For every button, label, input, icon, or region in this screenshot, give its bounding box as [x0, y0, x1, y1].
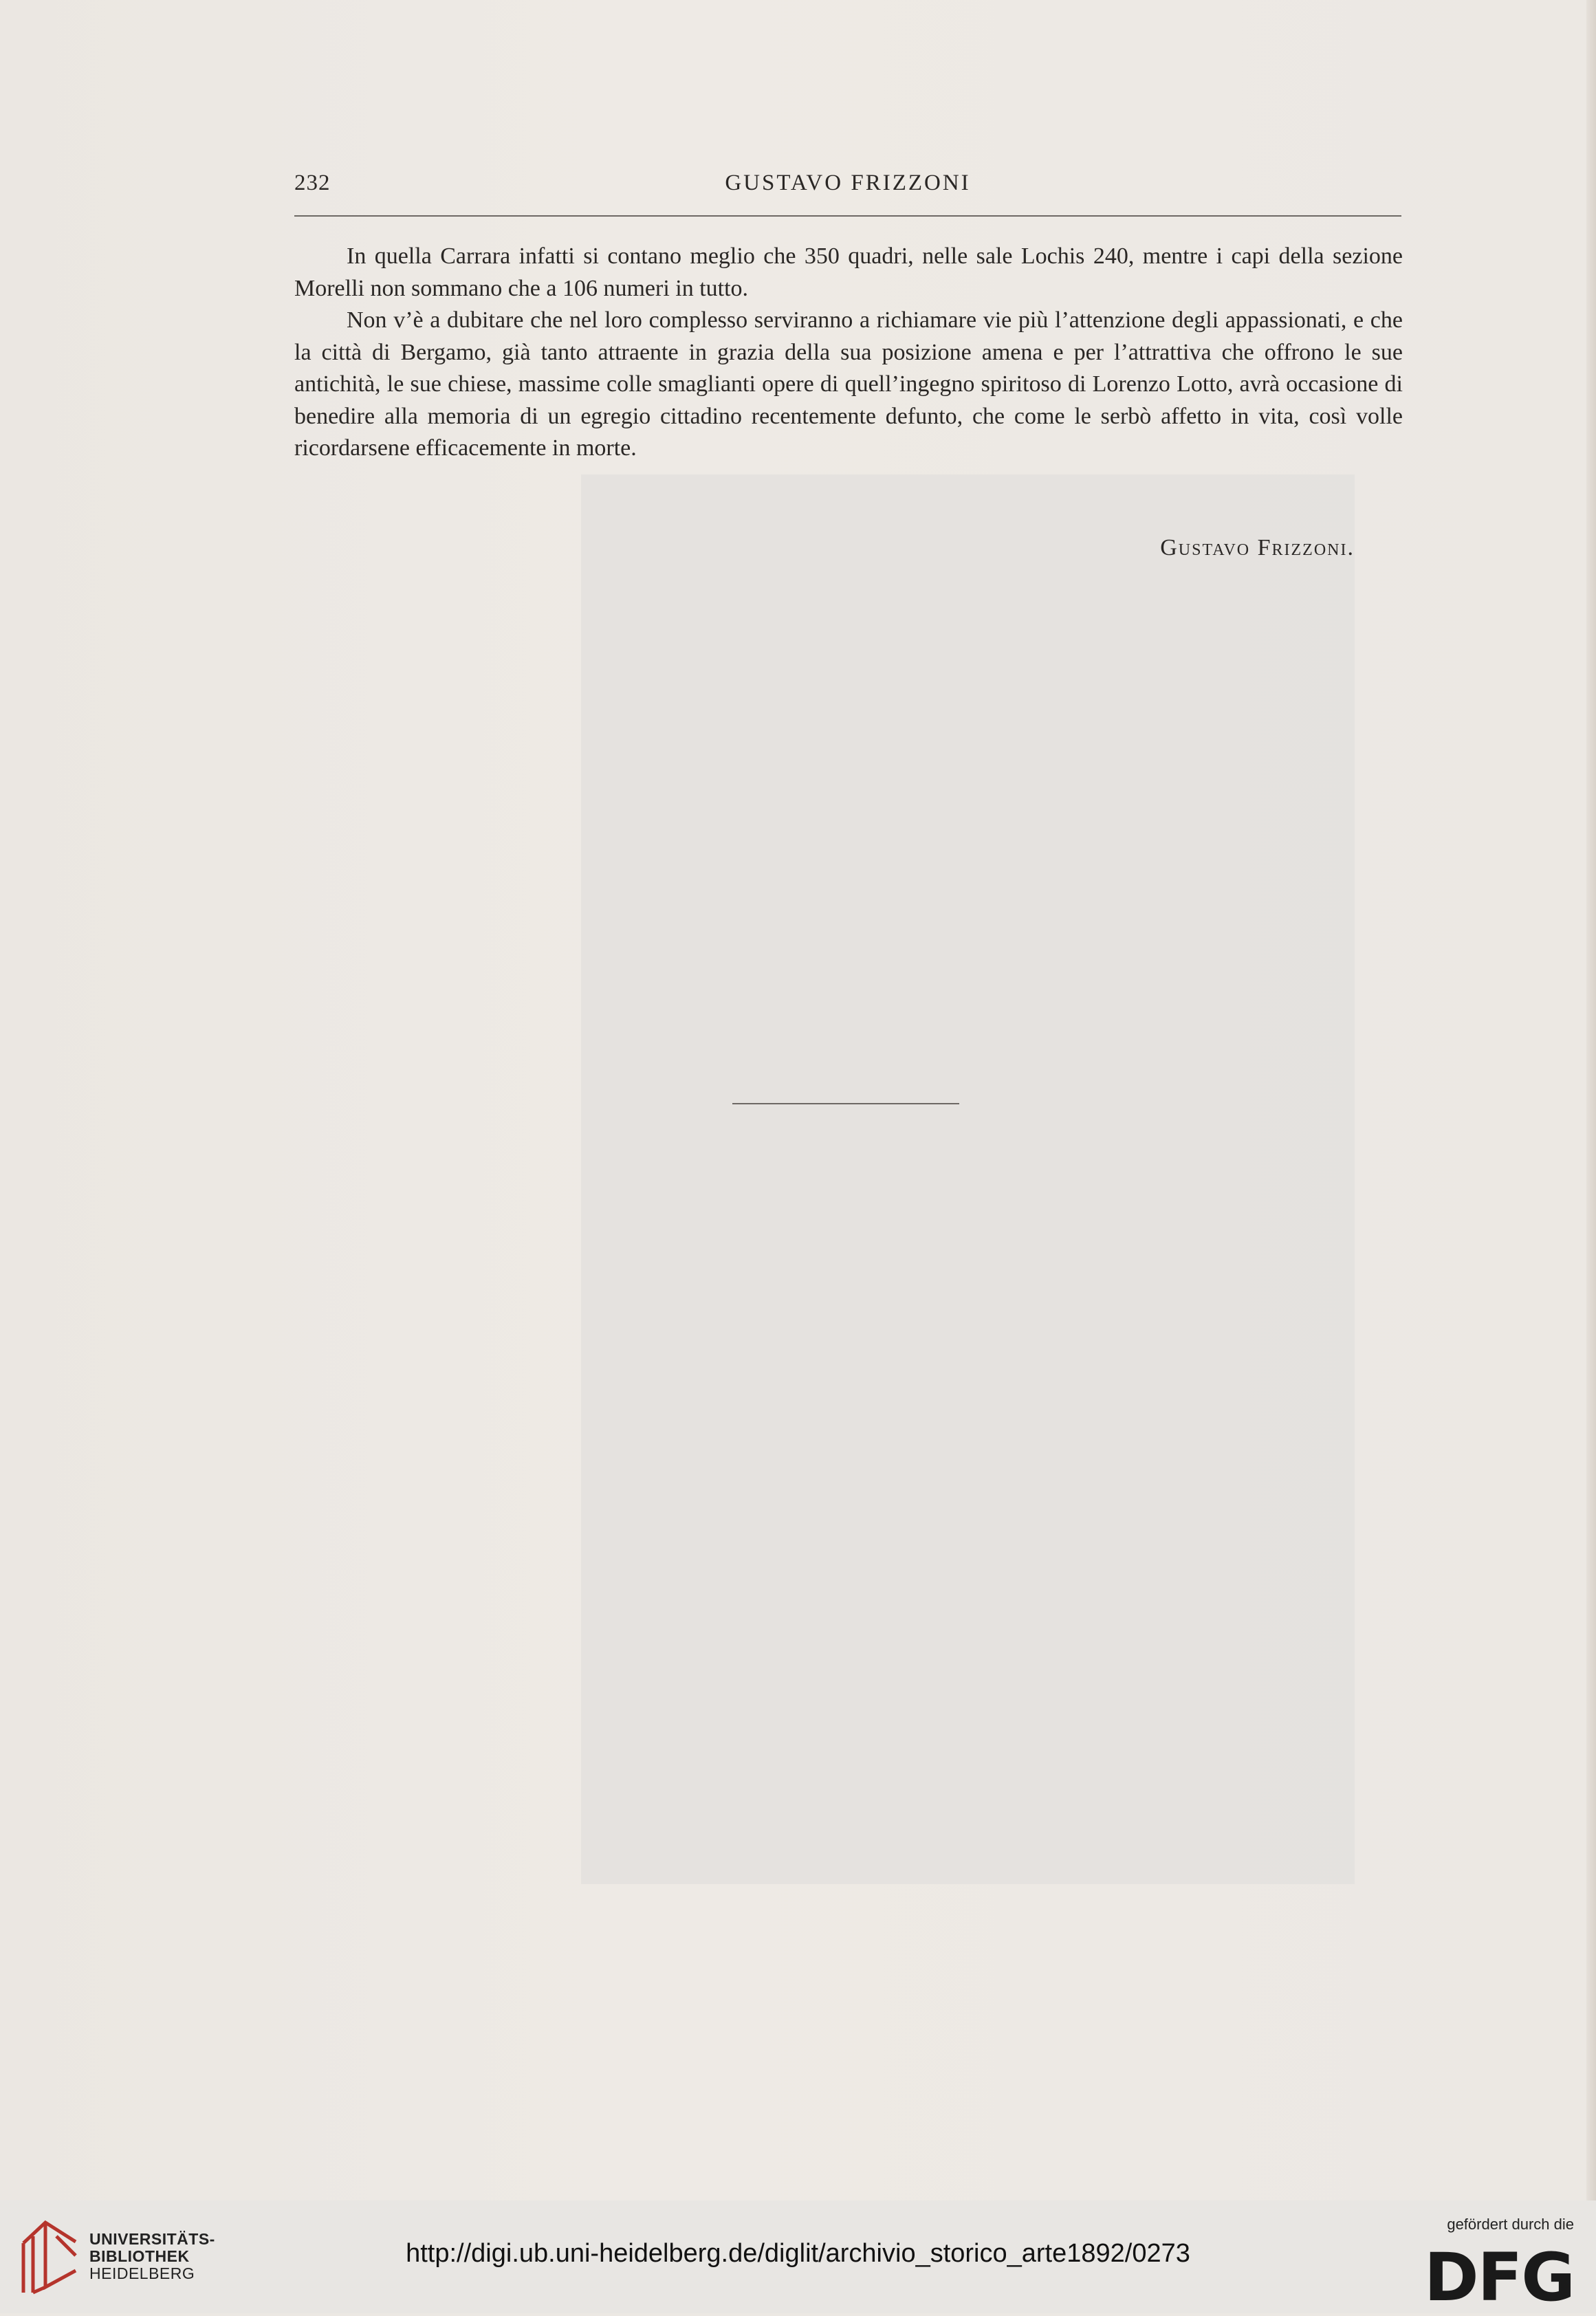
funding-label: gefördert durch die — [1447, 2216, 1574, 2233]
header-rule — [294, 215, 1401, 217]
permalink-url[interactable]: http://digi.ub.uni-heidelberg.de/diglit/archivio_storico_arte1892/0273 — [406, 2239, 1190, 2268]
page-edge-shadow — [1586, 0, 1596, 2200]
page-number: 232 — [294, 171, 331, 195]
paragraph-2: Non v’è a dubitare che nel loro complesso serviranno a richiamare vie più l’attenzione degli appassionati, e che la città di Bergamo, già tanto attraente in grazia della sua posizione amena e per l’attrattiva che offrono le sue antichità, le sue chiese, massime colle smaglianti opere di quell’ingegno spiritoso di Lorenzo Lotto, avrà occasione di benedire alla memoria di un egregio cittadino recentemente defunto, che come le serbò affetto in vita, così volle ricordarsene efficacemente in morte. — [294, 307, 1403, 461]
body-text — [294, 241, 1403, 465]
footer-bar — [0, 2200, 1596, 2316]
running-head-title: GUSTAVO FRIZZONI — [725, 171, 971, 195]
library-name-line-2: BIBLIOTHEK — [89, 2247, 190, 2265]
library-name-line-3: HEIDELBERG — [89, 2264, 195, 2282]
section-end-rule — [732, 1103, 959, 1104]
paragraph-1: In quella Carrara infatti si contano meglio che 350 quadri, nelle sale Lochis 240, mentre i capi della sezione Morelli non sommano che a 106 numeri in tutto. — [294, 243, 1403, 301]
running-head — [294, 171, 1401, 205]
dfg-logo: DFG — [1423, 2239, 1574, 2316]
library-name-line-1: UNIVERSITÄTS- — [89, 2230, 215, 2248]
reverse-page-bleed-through — [581, 474, 1355, 1884]
author-signature: Gustavo Frizzoni. — [1160, 535, 1355, 560]
